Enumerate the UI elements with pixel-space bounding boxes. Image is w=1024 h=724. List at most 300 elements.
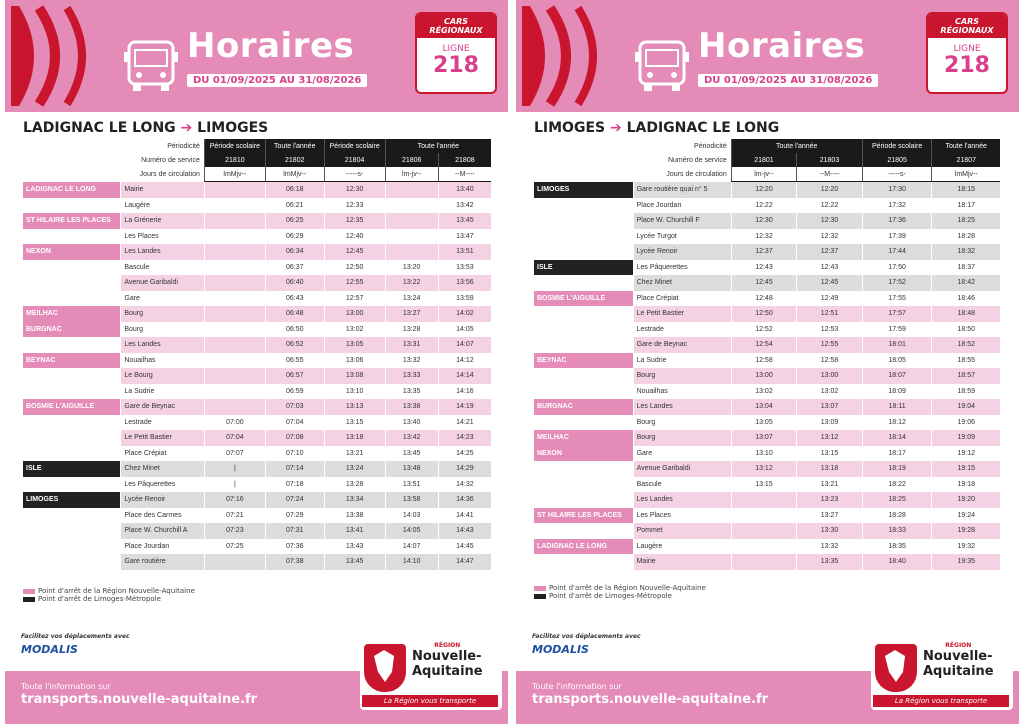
departure-time: 13:12 bbox=[797, 430, 863, 446]
region-slogan: La Région vous transporte bbox=[362, 695, 498, 707]
table-row bbox=[23, 291, 491, 307]
departure-time: 13:00 bbox=[731, 368, 797, 384]
table-row bbox=[534, 539, 1000, 555]
zone-label bbox=[23, 198, 121, 214]
header-blank bbox=[534, 167, 633, 182]
zone-label: ISLE bbox=[534, 260, 633, 276]
line-badge bbox=[415, 12, 497, 94]
stop-name: Place Jourdan bbox=[121, 539, 205, 555]
departure-time: 06:34 bbox=[265, 244, 324, 260]
stop-name: Les Pâquerettes bbox=[633, 260, 731, 276]
circulation-days: --M---- bbox=[797, 167, 863, 182]
stop-name: Place W. Churchill A bbox=[121, 523, 205, 539]
legend-metro: Point d'arrêt de Limoges-Métropole bbox=[23, 595, 195, 603]
table-row bbox=[23, 260, 491, 276]
header-blank bbox=[23, 167, 121, 182]
facilitez-text: Facilitez vos déplacements avec bbox=[532, 633, 641, 640]
departure-time: 18:19 bbox=[862, 461, 932, 477]
bus-icon bbox=[123, 38, 179, 94]
table-row bbox=[534, 446, 1000, 462]
zone-label: LADIGNAC LE LONG bbox=[23, 182, 121, 198]
stop-name: Gare bbox=[121, 291, 205, 307]
stop-name: Les Landes bbox=[633, 399, 731, 415]
service-number: 21810 bbox=[204, 153, 265, 167]
departure-time: 12:37 bbox=[731, 244, 797, 260]
header-label: Périodicité bbox=[633, 139, 731, 153]
zone-label: NEXON bbox=[534, 446, 633, 462]
zone-label: LIMOGES bbox=[23, 492, 121, 508]
stop-name: Les Landes bbox=[121, 337, 205, 353]
departure-time: 17:50 bbox=[862, 260, 932, 276]
table-row bbox=[534, 461, 1000, 477]
table-row bbox=[23, 306, 491, 322]
schedule-sheet-return bbox=[516, 0, 1019, 724]
header-row bbox=[534, 153, 1000, 167]
stop-name: Avenue Garibaldi bbox=[121, 275, 205, 291]
table-row bbox=[23, 492, 491, 508]
departure-time: 12:43 bbox=[731, 260, 797, 276]
header-row bbox=[534, 139, 1000, 153]
departure-time: 18:11 bbox=[862, 399, 932, 415]
website-link[interactable]: transports.nouvelle-aquitaine.fr bbox=[532, 692, 769, 707]
departure-time: 18:17 bbox=[932, 198, 1000, 214]
table-row bbox=[534, 198, 1000, 214]
table-row bbox=[23, 554, 491, 570]
departure-time: 19:28 bbox=[932, 523, 1000, 539]
departure-time bbox=[385, 182, 438, 198]
header-label: Numéro de service bbox=[121, 153, 205, 167]
validity-dates: DU 01/09/2025 AU 31/08/2026 bbox=[187, 74, 367, 87]
departure-time: 14:16 bbox=[438, 384, 491, 400]
departure-time: 13:04 bbox=[731, 399, 797, 415]
legend-metro: Point d'arrêt de Limoges-Métropole bbox=[534, 592, 706, 600]
departure-time: 07:25 bbox=[204, 539, 265, 555]
departure-time: 13:07 bbox=[731, 430, 797, 446]
departure-time: 13:32 bbox=[385, 353, 438, 369]
departure-time: 18:48 bbox=[932, 306, 1000, 322]
departure-time: 12:57 bbox=[324, 291, 385, 307]
departure-time: 19:09 bbox=[932, 430, 1000, 446]
departure-time: 17:57 bbox=[862, 306, 932, 322]
zone-label: MEILHAC bbox=[23, 306, 121, 322]
departure-time: 13:42 bbox=[438, 198, 491, 214]
departure-time: 18:22 bbox=[862, 477, 932, 493]
departure-time bbox=[204, 399, 265, 415]
departure-time: 14:05 bbox=[385, 523, 438, 539]
departure-time: 13:41 bbox=[324, 523, 385, 539]
stop-name: Bascule bbox=[121, 260, 205, 276]
departure-time: 13:40 bbox=[385, 415, 438, 431]
table-row bbox=[534, 415, 1000, 431]
badge-ligne-label: LIGNE bbox=[953, 44, 981, 54]
departure-time bbox=[204, 291, 265, 307]
zone-label bbox=[23, 260, 121, 276]
table-row bbox=[23, 198, 491, 214]
departure-time: 18:52 bbox=[932, 337, 1000, 353]
header-row bbox=[23, 153, 491, 167]
zone-label: BURGNAC bbox=[23, 322, 121, 338]
departure-time: 13:02 bbox=[324, 322, 385, 338]
zone-label bbox=[534, 213, 633, 229]
departure-time: 18:28 bbox=[932, 229, 1000, 245]
departure-time: 17:30 bbox=[862, 182, 932, 198]
departure-time: 18:12 bbox=[862, 415, 932, 431]
stop-name: Place Jourdan bbox=[633, 198, 731, 214]
table-row bbox=[23, 415, 491, 431]
departure-time: | bbox=[204, 477, 265, 493]
table-row bbox=[534, 523, 1000, 539]
zone-label bbox=[23, 229, 121, 245]
zone-label bbox=[23, 384, 121, 400]
circulation-days: lm-jv-- bbox=[385, 167, 438, 182]
departure-time: 07:29 bbox=[265, 508, 324, 524]
departure-time: | bbox=[204, 461, 265, 477]
stop-name: Laugère bbox=[633, 539, 731, 555]
zone-label bbox=[534, 415, 633, 431]
info-text: Toute l'information sur bbox=[21, 682, 111, 691]
departure-time: 13:27 bbox=[797, 508, 863, 524]
decorative-arcs-icon bbox=[520, 4, 620, 108]
departure-time: 18:37 bbox=[932, 260, 1000, 276]
arrow-right-icon: ➔ bbox=[609, 120, 622, 136]
stop-name: Gare routière bbox=[121, 554, 205, 570]
departure-time bbox=[731, 492, 797, 508]
modalis-logo: MODALIS bbox=[21, 643, 78, 656]
departure-time bbox=[204, 244, 265, 260]
departure-time: 06:57 bbox=[265, 368, 324, 384]
departure-time: 14:14 bbox=[438, 368, 491, 384]
departure-time: 13:47 bbox=[438, 229, 491, 245]
region-small-text: RÉGION bbox=[434, 642, 461, 649]
zone-label bbox=[534, 275, 633, 291]
zone-label: LIMOGES bbox=[534, 182, 633, 198]
departure-time: 13:24 bbox=[324, 461, 385, 477]
table-row bbox=[534, 384, 1000, 400]
departure-time: 13:30 bbox=[797, 523, 863, 539]
period-cell: Toute l'année bbox=[385, 139, 491, 153]
departure-time: 13:15 bbox=[324, 415, 385, 431]
service-number: 21801 bbox=[731, 153, 797, 167]
table-row bbox=[23, 399, 491, 415]
departure-time: 07:24 bbox=[265, 492, 324, 508]
table-row bbox=[23, 322, 491, 338]
departure-time: 17:52 bbox=[862, 275, 932, 291]
page-title: Horaires bbox=[698, 26, 866, 66]
zone-label bbox=[534, 461, 633, 477]
website-link[interactable]: transports.nouvelle-aquitaine.fr bbox=[21, 692, 258, 707]
departure-time: 12:20 bbox=[797, 182, 863, 198]
departure-time: 12:30 bbox=[324, 182, 385, 198]
table-row bbox=[534, 291, 1000, 307]
header-label: Périodicité bbox=[121, 139, 205, 153]
departure-time: 12:50 bbox=[324, 260, 385, 276]
line-badge bbox=[926, 12, 1008, 94]
departure-time: 18:50 bbox=[932, 322, 1000, 338]
zone-label bbox=[534, 244, 633, 260]
route-to: LIMOGES bbox=[197, 120, 269, 136]
departure-time: 12:35 bbox=[324, 213, 385, 229]
departure-time: 14:47 bbox=[438, 554, 491, 570]
departure-time: 12:30 bbox=[797, 213, 863, 229]
departure-time: 13:18 bbox=[324, 430, 385, 446]
departure-time: 14:07 bbox=[385, 539, 438, 555]
departure-time: 13:40 bbox=[438, 182, 491, 198]
info-text: Toute l'information sur bbox=[532, 682, 622, 691]
departure-time: 18:17 bbox=[862, 446, 932, 462]
departure-time: 12:20 bbox=[731, 182, 797, 198]
zone-label: BOSMIE L'AIGUILLE bbox=[23, 399, 121, 415]
departure-time: 13:08 bbox=[324, 368, 385, 384]
departure-time: 12:58 bbox=[797, 353, 863, 369]
zone-label: MEILHAC bbox=[534, 430, 633, 446]
departure-time: 14:29 bbox=[438, 461, 491, 477]
stop-name: Les Places bbox=[633, 508, 731, 524]
header-label: Jours de circulation bbox=[633, 167, 731, 182]
stop-name: Pommet bbox=[633, 523, 731, 539]
departure-time: 17:32 bbox=[862, 198, 932, 214]
stop-name: Les Landes bbox=[633, 492, 731, 508]
table-row bbox=[534, 275, 1000, 291]
table-row bbox=[534, 399, 1000, 415]
route-direction bbox=[534, 120, 779, 136]
stop-name: Nouailhas bbox=[633, 384, 731, 400]
departure-time bbox=[204, 260, 265, 276]
stop-name: Place Crépiat bbox=[633, 291, 731, 307]
departure-time bbox=[731, 523, 797, 539]
departure-time bbox=[204, 306, 265, 322]
header-label: Jours de circulation bbox=[121, 167, 205, 182]
departure-time: 13:00 bbox=[797, 368, 863, 384]
departure-time: 14:32 bbox=[438, 477, 491, 493]
zone-label bbox=[534, 198, 633, 214]
table-row bbox=[534, 368, 1000, 384]
period-cell: Période scolaire bbox=[862, 139, 932, 153]
legend bbox=[23, 587, 195, 603]
departure-time: 18:14 bbox=[862, 430, 932, 446]
departure-time: 14:43 bbox=[438, 523, 491, 539]
departure-time: 18:28 bbox=[862, 508, 932, 524]
departure-time: 14:41 bbox=[438, 508, 491, 524]
departure-time: 18:09 bbox=[862, 384, 932, 400]
stop-name: Lestrade bbox=[633, 322, 731, 338]
departure-time: 14:03 bbox=[385, 508, 438, 524]
departure-time: 07:03 bbox=[265, 399, 324, 415]
departure-time: 13:20 bbox=[385, 260, 438, 276]
zone-label bbox=[534, 368, 633, 384]
departure-time: 06:52 bbox=[265, 337, 324, 353]
region-slogan: La Région vous transporte bbox=[873, 695, 1009, 707]
stop-name: Les Places bbox=[121, 229, 205, 245]
departure-time: 19:15 bbox=[932, 461, 1000, 477]
departure-time: 06:18 bbox=[265, 182, 324, 198]
departure-time: 18:57 bbox=[932, 368, 1000, 384]
departure-time: 12:55 bbox=[324, 275, 385, 291]
stop-name: Avenue Garibaldi bbox=[633, 461, 731, 477]
departure-time: 17:36 bbox=[862, 213, 932, 229]
table-row bbox=[534, 229, 1000, 245]
zone-label bbox=[23, 554, 121, 570]
departure-time: 13:35 bbox=[385, 384, 438, 400]
table-row bbox=[23, 275, 491, 291]
departure-time bbox=[731, 508, 797, 524]
departure-time: 18:42 bbox=[932, 275, 1000, 291]
region-shield-icon bbox=[875, 644, 917, 692]
service-number: 21803 bbox=[797, 153, 863, 167]
circulation-days: -----s- bbox=[862, 167, 932, 182]
table-row bbox=[23, 244, 491, 260]
departure-time: 13:31 bbox=[385, 337, 438, 353]
departure-time: 13:21 bbox=[324, 446, 385, 462]
departure-time: 18:25 bbox=[862, 492, 932, 508]
departure-time: 12:53 bbox=[797, 322, 863, 338]
departure-time bbox=[385, 244, 438, 260]
route-from: LADIGNAC LE LONG bbox=[23, 120, 176, 136]
facilitez-text: Facilitez vos déplacements avec bbox=[21, 633, 130, 640]
region-logo bbox=[360, 640, 502, 710]
badge-cars-regionaux: CARS RÉGIONAUX bbox=[417, 14, 495, 38]
zone-label bbox=[534, 306, 633, 322]
circulation-days: lm-jv-- bbox=[731, 167, 797, 182]
header-blank bbox=[534, 139, 633, 153]
table-row bbox=[534, 430, 1000, 446]
departure-time: 13:45 bbox=[438, 213, 491, 229]
zone-label: BOSMIE L'AIGUILLE bbox=[534, 291, 633, 307]
departure-time: 12:22 bbox=[797, 198, 863, 214]
zone-label: BURGNAC bbox=[534, 399, 633, 415]
departure-time: 18:55 bbox=[932, 353, 1000, 369]
timetable-return bbox=[534, 139, 1000, 570]
zone-label: ISLE bbox=[23, 461, 121, 477]
departure-time: 07:31 bbox=[265, 523, 324, 539]
stop-name: Mairie bbox=[633, 554, 731, 570]
table-row bbox=[534, 213, 1000, 229]
departure-time: 06:40 bbox=[265, 275, 324, 291]
departure-time: 19:06 bbox=[932, 415, 1000, 431]
departure-time: 13:45 bbox=[324, 554, 385, 570]
table-row bbox=[534, 260, 1000, 276]
zone-label bbox=[23, 368, 121, 384]
departure-time: 07:10 bbox=[265, 446, 324, 462]
timetable-outbound bbox=[23, 139, 491, 570]
departure-time: 13:48 bbox=[385, 461, 438, 477]
zone-label bbox=[534, 477, 633, 493]
schedule-sheet-outbound bbox=[5, 0, 508, 724]
departure-time: 19:18 bbox=[932, 477, 1000, 493]
departure-time: 13:28 bbox=[324, 477, 385, 493]
period-cell: Toute l'année bbox=[265, 139, 324, 153]
stop-name: Le Petit Bastier bbox=[633, 306, 731, 322]
table-row bbox=[23, 213, 491, 229]
table-row bbox=[534, 492, 1000, 508]
modalis-logo: MODALIS bbox=[532, 643, 589, 656]
zone-label bbox=[23, 415, 121, 431]
departure-time: 13:32 bbox=[797, 539, 863, 555]
stop-name: Les Landes bbox=[121, 244, 205, 260]
departure-time bbox=[204, 384, 265, 400]
zone-label bbox=[534, 337, 633, 353]
departure-time: 12:48 bbox=[731, 291, 797, 307]
departure-time bbox=[204, 337, 265, 353]
header-banner bbox=[516, 0, 1019, 112]
stop-name: Chez Minet bbox=[633, 275, 731, 291]
departure-time: 19:12 bbox=[932, 446, 1000, 462]
departure-time: 13:13 bbox=[324, 399, 385, 415]
legend-region: Point d'arrêt de la Région Nouvelle-Aquitaine bbox=[23, 587, 195, 595]
departure-time: 13:10 bbox=[731, 446, 797, 462]
stop-name: Place des Carmes bbox=[121, 508, 205, 524]
legend-swatch-pink bbox=[23, 589, 35, 594]
departure-time: 07:38 bbox=[265, 554, 324, 570]
departure-time: 07:18 bbox=[265, 477, 324, 493]
zone-label bbox=[534, 492, 633, 508]
route-direction bbox=[23, 120, 268, 136]
departure-time: 06:21 bbox=[265, 198, 324, 214]
departure-time: 12:32 bbox=[731, 229, 797, 245]
departure-time: 14:19 bbox=[438, 399, 491, 415]
departure-time: 13:42 bbox=[385, 430, 438, 446]
stop-name: Gare de Beynac bbox=[121, 399, 205, 415]
zone-label: LADIGNAC LE LONG bbox=[534, 539, 633, 555]
departure-time: 14:02 bbox=[438, 306, 491, 322]
validity-dates: DU 01/09/2025 AU 31/08/2026 bbox=[698, 74, 878, 87]
region-logo bbox=[871, 640, 1013, 710]
departure-time: 12:45 bbox=[797, 275, 863, 291]
circulation-days: --M---- bbox=[438, 167, 491, 182]
header-label: Numéro de service bbox=[633, 153, 731, 167]
zone-label bbox=[23, 508, 121, 524]
departure-time: 13:00 bbox=[324, 306, 385, 322]
departure-time bbox=[204, 368, 265, 384]
stop-name: Le Petit Bastier bbox=[121, 430, 205, 446]
stop-name: Place W. Churchill F bbox=[633, 213, 731, 229]
departure-time: 13:06 bbox=[324, 353, 385, 369]
departure-time: 19:24 bbox=[932, 508, 1000, 524]
departure-time: 18:33 bbox=[862, 523, 932, 539]
page-title: Horaires bbox=[187, 26, 355, 66]
stop-name: La Sudrie bbox=[633, 353, 731, 369]
departure-time: 12:45 bbox=[731, 275, 797, 291]
departure-time bbox=[385, 229, 438, 245]
departure-time: 12:49 bbox=[797, 291, 863, 307]
departure-time: 14:45 bbox=[438, 539, 491, 555]
departure-time: 13:34 bbox=[324, 492, 385, 508]
stop-name: La Grénerie bbox=[121, 213, 205, 229]
header-row bbox=[534, 167, 1000, 182]
table-row bbox=[23, 508, 491, 524]
stop-name: Laugère bbox=[121, 198, 205, 214]
stop-name: Le Bourg bbox=[121, 368, 205, 384]
table-row bbox=[23, 523, 491, 539]
circulation-days: lmMjv-- bbox=[932, 167, 1000, 182]
header-banner bbox=[5, 0, 508, 112]
departure-time bbox=[204, 275, 265, 291]
departure-time: 13:22 bbox=[385, 275, 438, 291]
departure-time: 18:32 bbox=[932, 244, 1000, 260]
zone-label bbox=[23, 337, 121, 353]
table-row bbox=[534, 182, 1000, 198]
stop-name: Chez Minet bbox=[121, 461, 205, 477]
departure-time: 13:10 bbox=[324, 384, 385, 400]
departure-time bbox=[204, 353, 265, 369]
departure-time: 17:55 bbox=[862, 291, 932, 307]
departure-time: 13:58 bbox=[385, 492, 438, 508]
route-to: LADIGNAC LE LONG bbox=[626, 120, 780, 136]
departure-time: 06:55 bbox=[265, 353, 324, 369]
header-row bbox=[23, 167, 491, 182]
stop-name: Bourg bbox=[121, 322, 205, 338]
departure-time bbox=[731, 554, 797, 570]
zone-label: ST HILAIRE LES PLACES bbox=[23, 213, 121, 229]
